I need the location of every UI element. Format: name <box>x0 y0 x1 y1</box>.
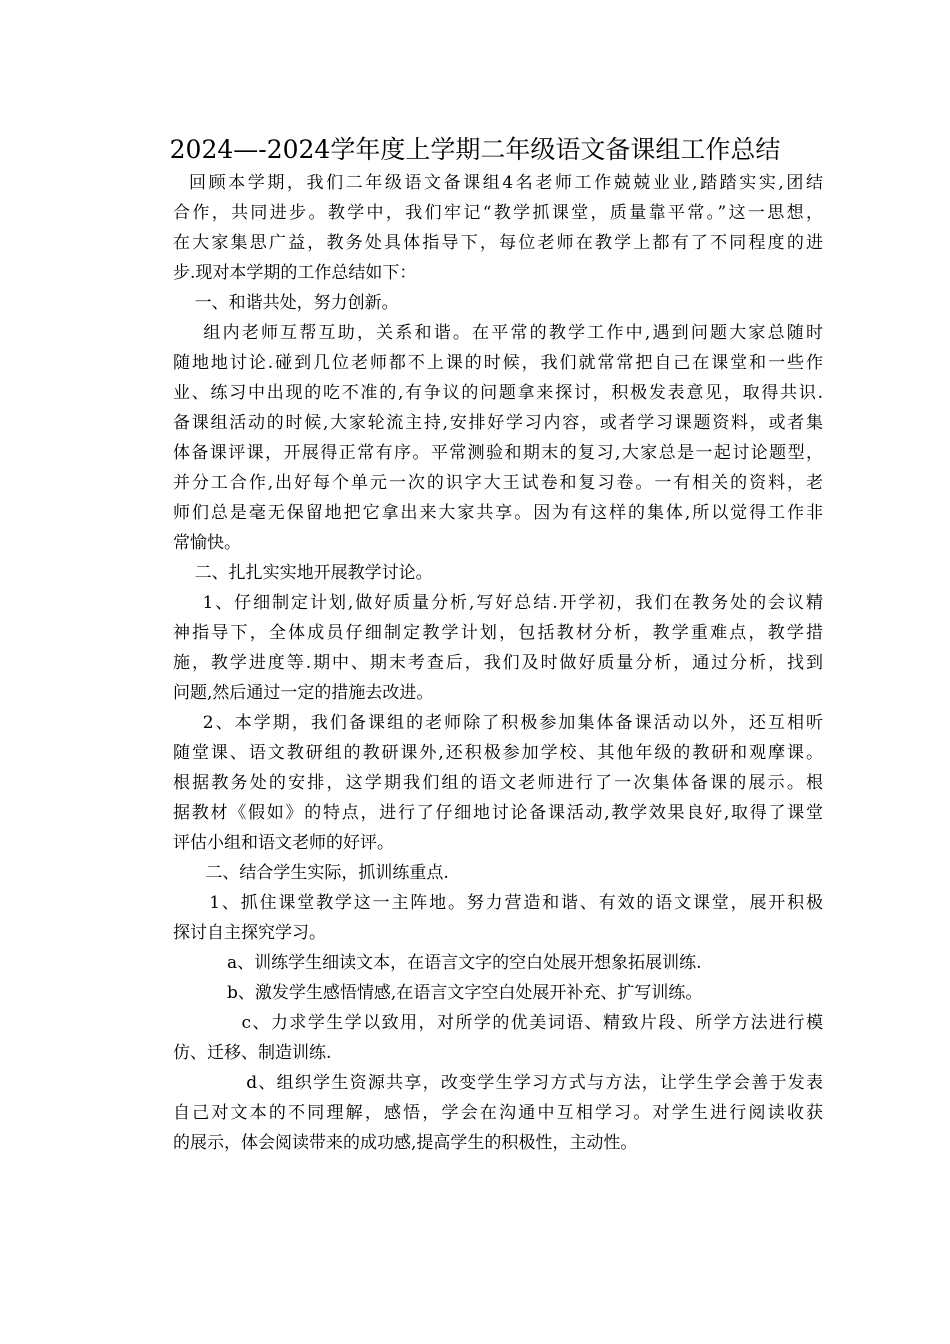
paragraph-line: 自己对文本的不同理解，感悟，学会在沟通中互相学习。对学生进行阅读收获 <box>173 1103 823 1123</box>
paragraph <box>173 858 823 888</box>
paragraph-line: b、激发学生感悟情感,在语言文字空白处展开补充、扩写训练。 <box>173 983 703 1003</box>
paragraph <box>173 1008 823 1068</box>
paragraph <box>173 558 823 588</box>
paragraph-line: 2、本学期，我们备课组的老师除了积极参加集体备课活动以外，还互相听 <box>173 713 823 733</box>
paragraph-line: 的展示，体会阅读带来的成功感,提高学生的积极性，主动性。 <box>173 1133 638 1153</box>
paragraph-line: 1、仔细制定计划,做好质量分析,写好总结.开学初，我们在教务处的会议精 <box>173 593 823 613</box>
paragraph-line: 体备课评课，开展得正常有序。平常测验和期末的复习,大家总是一起讨论题型， <box>173 443 823 463</box>
paragraph <box>173 318 823 558</box>
paragraph-line: 组内老师互帮互助，关系和谐。在平常的教学工作中,遇到问题大家总随时 <box>173 323 823 343</box>
paragraph-line: 在大家集思广益，教务处具体指导下，每位老师在教学上都有了不同程度的进 <box>173 233 823 253</box>
paragraph-line: 回顾本学期，我们二年级语文备课组4名老师工作兢兢业业,踏踏实实,团结 <box>173 173 823 193</box>
paragraph-line: 神指导下，全体成员仔细制定教学计划，包括教材分析，教学重难点，教学措 <box>173 623 823 643</box>
paragraph-line: 随堂课、语文教研组的教研课外,还积极参加学校、其他年级的教研和观摩课。 <box>173 743 823 763</box>
paragraph-line: 并分工合作,出好每个单元一次的识字大王试卷和复习卷。一有相关的资料，老 <box>173 473 823 493</box>
document-body <box>173 168 823 1158</box>
paragraph-line: 二、扎扎实实地开展教学讨论。 <box>173 563 433 583</box>
paragraph-line: a、训练学生细读文本，在语言文字的空白处展开想象拓展训练. <box>173 953 702 973</box>
paragraph-line: 步.现对本学期的工作总结如下： <box>173 263 417 283</box>
paragraph-line: 随地地讨论.碰到几位老师都不上课的时候，我们就常常把自己在课堂和一些作 <box>173 353 823 373</box>
paragraph-line: 二、结合学生实际，抓训练重点. <box>173 863 449 883</box>
paragraph <box>173 588 823 708</box>
paragraph <box>173 1068 823 1158</box>
paragraph <box>173 978 823 1008</box>
paragraph-line: 备课组活动的时候,大家轮流主持,安排好学习内容，或者学习课题资料，或者集 <box>173 413 823 433</box>
paragraph-line: 问题,然后通过一定的措施去改进。 <box>173 683 434 703</box>
paragraph-line: 仿、迁移、制造训练. <box>173 1043 332 1063</box>
paragraph <box>173 948 823 978</box>
paragraph-line: 业、练习中出现的吃不准的,有争议的问题拿来探讨，积极发表意见，取得共识. <box>173 383 823 403</box>
document-title: 2024—-2024学年度上学期二年级语文备课组工作总结 <box>169 135 781 164</box>
paragraph-line: 合作，共同进步。教学中，我们牢记“教学抓课堂，质量靠平常。”这一思想， <box>173 203 823 223</box>
paragraph-line: 1、抓住课堂教学这一主阵地。努力营造和谐、有效的语文课堂，展开积极 <box>173 893 823 913</box>
paragraph-line: 一、和谐共处，努力创新。 <box>173 293 399 313</box>
paragraph-line: 根据教务处的安排，这学期我们组的语文老师进行了一次集体备课的展示。根 <box>173 773 823 793</box>
paragraph <box>173 288 823 318</box>
paragraph-line: c、力求学生学以致用，对所学的优美词语、精致片段、所学方法进行模 <box>173 1013 823 1033</box>
paragraph-line: 探讨自主探究学习。 <box>173 923 326 943</box>
paragraph-line: 施，教学进度等.期中、期末考查后，我们及时做好质量分析，通过分析，找到 <box>173 653 823 673</box>
paragraph <box>173 168 823 288</box>
paragraph-line: 评估小组和语文老师的好评。 <box>173 833 394 853</box>
paragraph-line: 据教材《假如》的特点，进行了仔细地讨论备课活动,教学效果良好,取得了课堂 <box>173 803 823 823</box>
paragraph-line: 师们总是毫无保留地把它拿出来大家共享。因为有这样的集体,所以觉得工作非 <box>173 503 823 523</box>
paragraph-line: d、组织学生资源共享，改变学生学习方式与方法，让学生学会善于发表 <box>173 1073 823 1093</box>
paragraph-line: 常愉快。 <box>173 533 241 553</box>
paragraph <box>173 888 823 948</box>
paragraph <box>173 708 823 858</box>
